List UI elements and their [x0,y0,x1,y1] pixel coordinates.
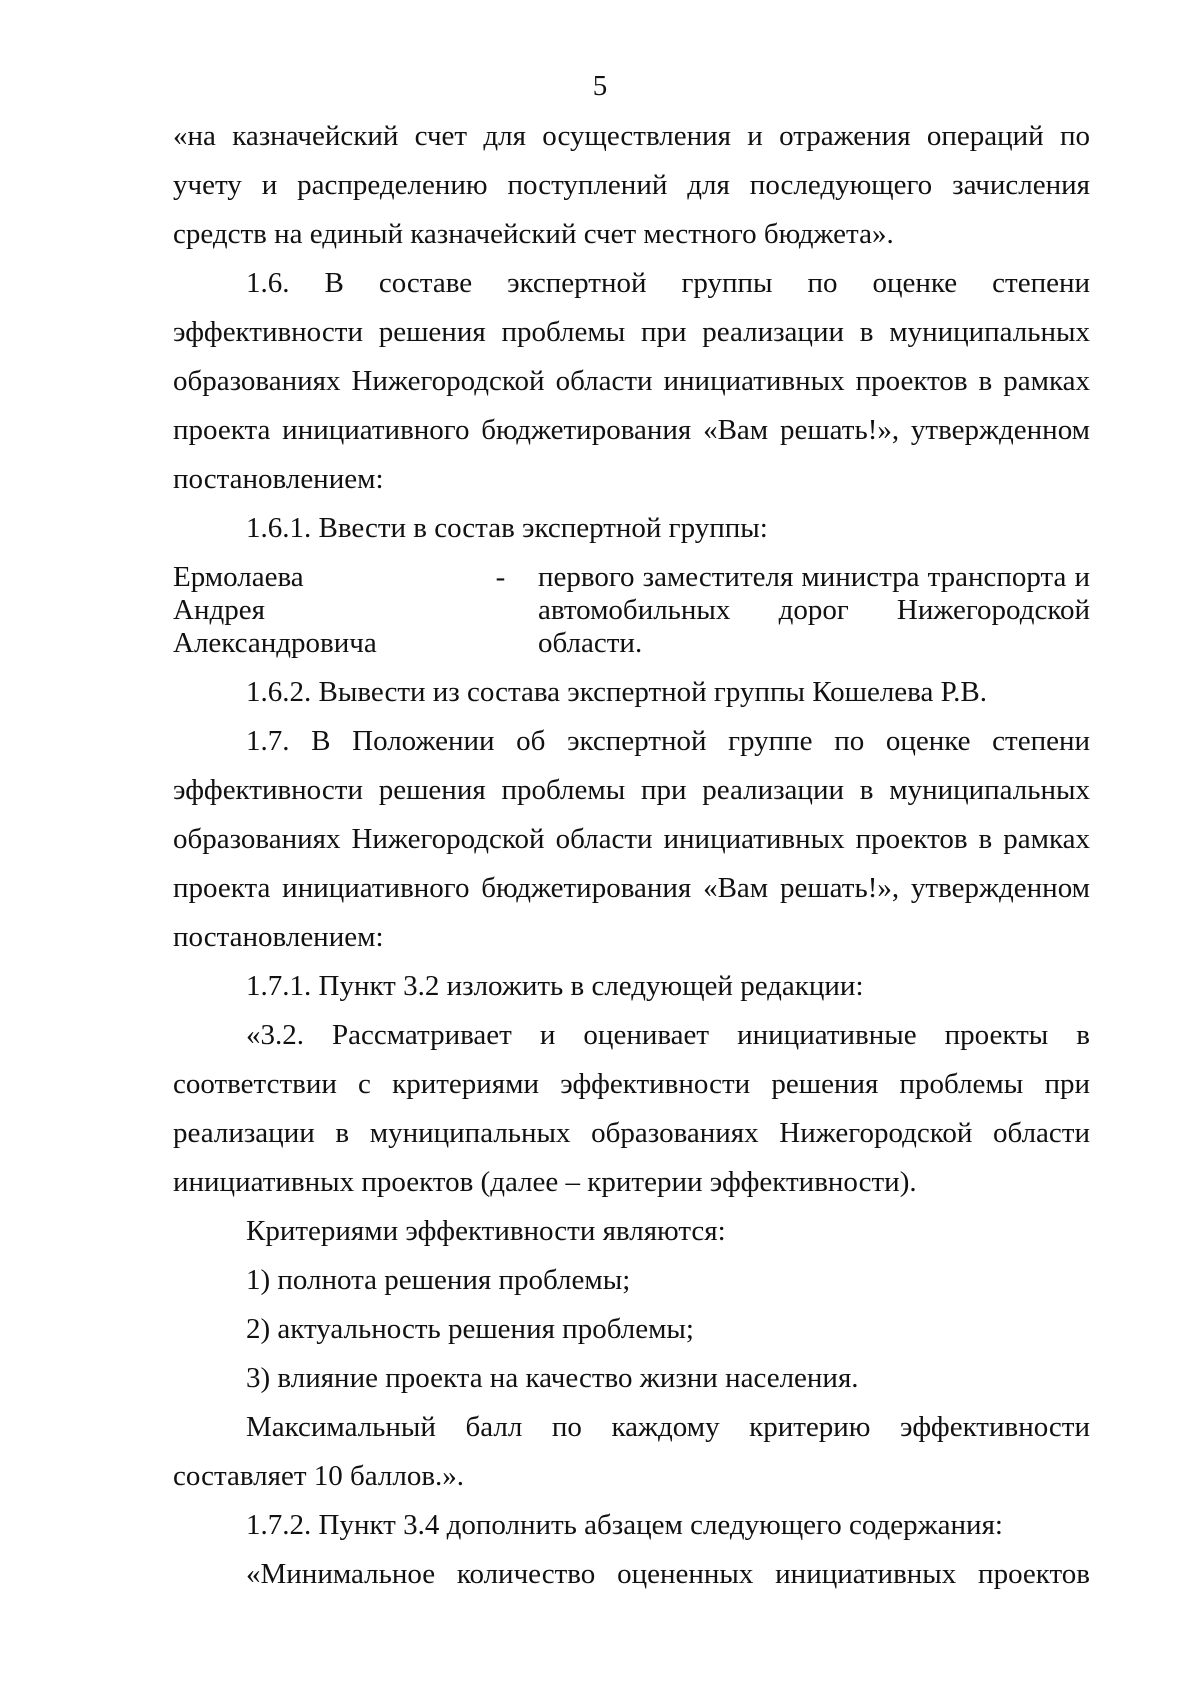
paragraph-1-6-1: 1.6.1. Ввести в состав экспертной группы: [246,512,768,544]
page-number: 5 [592,70,608,102]
paragraph-treasury-account: «на казначейский счет для осуществления и отражения операций по учету и распределению поступлений для последующего зачисления средств на единый казначейский счет местного бюджета». [173,120,1090,250]
document-body [173,112,1090,1599]
paragraph-1-7-2: 1.7.2. Пункт 3.4 дополнить абзацем следующего содержания: [246,1509,1003,1541]
list-item-criterion-3: 3) влияние проекта на качество жизни населения. [246,1362,859,1394]
paragraph-1-7-1: 1.7.1. Пункт 3.2 изложить в следующей редакции: [246,970,864,1002]
paragraph-3-2: «3.2. Рассматривает и оценивает инициативные проекты в соответствии с критериями эффективности решения проблемы при реализации в муниципальных образованиях Нижегородской области инициативных проектов (далее – критерии эффективности). [173,1019,1090,1198]
paragraph-min-projects: «Минимальное количество оцененных инициативных проектов [246,1558,1090,1590]
paragraph-1-6: 1.6. В составе экспертной группы по оценке степени эффективности решения проблемы при реализации в муниципальных образованиях Нижегородской области инициативных проектов в рамках проекта инициативного бюджетирования «Вам решать!», утвержденном постановлением: [173,267,1090,495]
appointee-dash: - [495,561,506,593]
paragraph-criteria-intro: Критериями эффективности являются: [246,1215,726,1247]
appointee-position: первого заместителя министра транспорта и автомобильных дорог Нижегородской области. [538,561,1090,659]
appointee-entry [173,561,1090,660]
paragraph-1-7: 1.7. В Положении об экспертной группе по оценке степени эффективности решения проблемы при реализации в муниципальных образованиях Нижегородской области инициативных проектов в рамках проекта инициативного бюджетирования «Вам решать!», утвержденном постановлением: [173,725,1090,953]
list-item-criterion-2: 2) актуальность решения проблемы; [246,1313,694,1345]
appointee-name: Ермолаева Андрея Александровича [173,561,377,659]
paragraph-1-6-2: 1.6.2. Вывести из состава экспертной группы Кошелева Р.В. [246,676,987,708]
paragraph-max-score: Максимальный балл по каждому критерию эффективности составляет 10 баллов.». [173,1411,1090,1492]
list-item-criterion-1: 1) полнота решения проблемы; [246,1264,631,1296]
